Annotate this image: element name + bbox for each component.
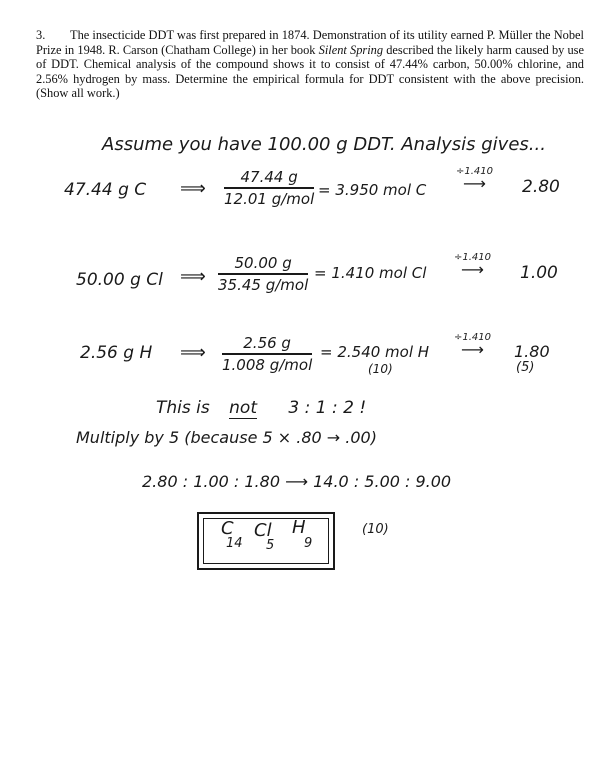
hydrogen-divide-arrow [454, 332, 491, 357]
arrow-icon: ⟶ [461, 340, 484, 359]
hydrogen-ratio: 1.80 [514, 342, 550, 361]
carbon-ratio: 2.80 [522, 177, 560, 197]
formula-h: H [292, 517, 306, 538]
carbon-arrow: ⟹ [180, 178, 206, 199]
fraction-bar [224, 187, 314, 189]
chlorine-numerator: 50.00 g [234, 254, 292, 272]
hydrogen-arrow: ⟹ [180, 342, 206, 363]
hydrogen-numerator: 2.56 g [243, 334, 291, 352]
carbon-fraction [224, 168, 314, 208]
carbon-divisor: ÷1.410 [456, 166, 494, 177]
carbon-mass: 47.44 g C [64, 180, 147, 200]
arrow-icon: ⟶ [463, 174, 486, 193]
hydrogen-fraction [222, 334, 312, 374]
formula-c-sub: 14 [226, 536, 243, 551]
formula-note: (10) [362, 522, 389, 537]
formula-cl: Cl [254, 520, 272, 541]
chlorine-moles: = 1.410 mol Cl [314, 264, 427, 282]
formula-cl-sub: 5 [266, 538, 275, 553]
hydrogen-ratio-note: (5) [516, 360, 535, 375]
hydrogen-sig-note: (10) [368, 362, 393, 376]
book-title: Silent Spring [318, 42, 384, 57]
not-ratio-line [156, 398, 366, 418]
chlorine-ratio: 1.00 [520, 263, 558, 283]
hydrogen-mass: 2.56 g H [80, 343, 153, 363]
problem-text-part-2: described the likely harm caused by use of DDT. Chemical analysis of the compound shows it to consist of 47.44% carbon, 50.00% chlorine, and 2.56% hydrogen by mass. Determine the empirical formula for DDT consistent with the above precision. (Show all work.) [36, 42, 584, 101]
carbon-denominator: 12.01 g/mol [224, 189, 315, 208]
not-prefix: This is [156, 398, 210, 418]
carbon-numerator: 47.44 g [240, 168, 298, 186]
hydrogen-denominator: 1.008 g/mol [222, 355, 313, 374]
chlorine-divide-arrow [454, 252, 491, 277]
problem-statement [36, 28, 584, 101]
chlorine-fraction [218, 254, 308, 294]
problem-text-part-1: The insecticide DDT was first prepared in 1874. Demonstration of its utility earned P. Müller the Nobel Prize in 1948. R. Carson (Chatham College) in her book [36, 28, 584, 57]
hydrogen-moles: = 2.540 mol H [320, 343, 430, 361]
carbon-moles: = 3.950 mol C [318, 181, 427, 199]
chlorine-arrow: ⟹ [180, 266, 206, 287]
fraction-bar [218, 273, 308, 275]
not-ratio: 3 : 1 : 2 ! [288, 398, 367, 418]
chlorine-divisor: ÷1.410 [454, 252, 492, 263]
formula-h-sub: 9 [304, 536, 313, 551]
multiply-line: Multiply by 5 (because 5 × .80 → .00) [76, 428, 377, 447]
fraction-bar [222, 353, 312, 355]
formula-c: C [221, 518, 234, 539]
ratio-line: 2.80 : 1.00 : 1.80 ⟶ 14.0 : 5.00 : 9.00 [142, 472, 452, 491]
chlorine-mass: 50.00 g Cl [76, 270, 163, 290]
hydrogen-divisor: ÷1.410 [454, 332, 492, 343]
not-word: not [229, 398, 257, 418]
problem-number: 3. [36, 28, 46, 42]
carbon-divide-arrow [456, 166, 493, 191]
work-intro: Assume you have 100.00 g DDT. Analysis gives... [102, 134, 546, 155]
arrow-icon: ⟶ [461, 260, 484, 279]
chlorine-denominator: 35.45 g/mol [218, 275, 309, 294]
